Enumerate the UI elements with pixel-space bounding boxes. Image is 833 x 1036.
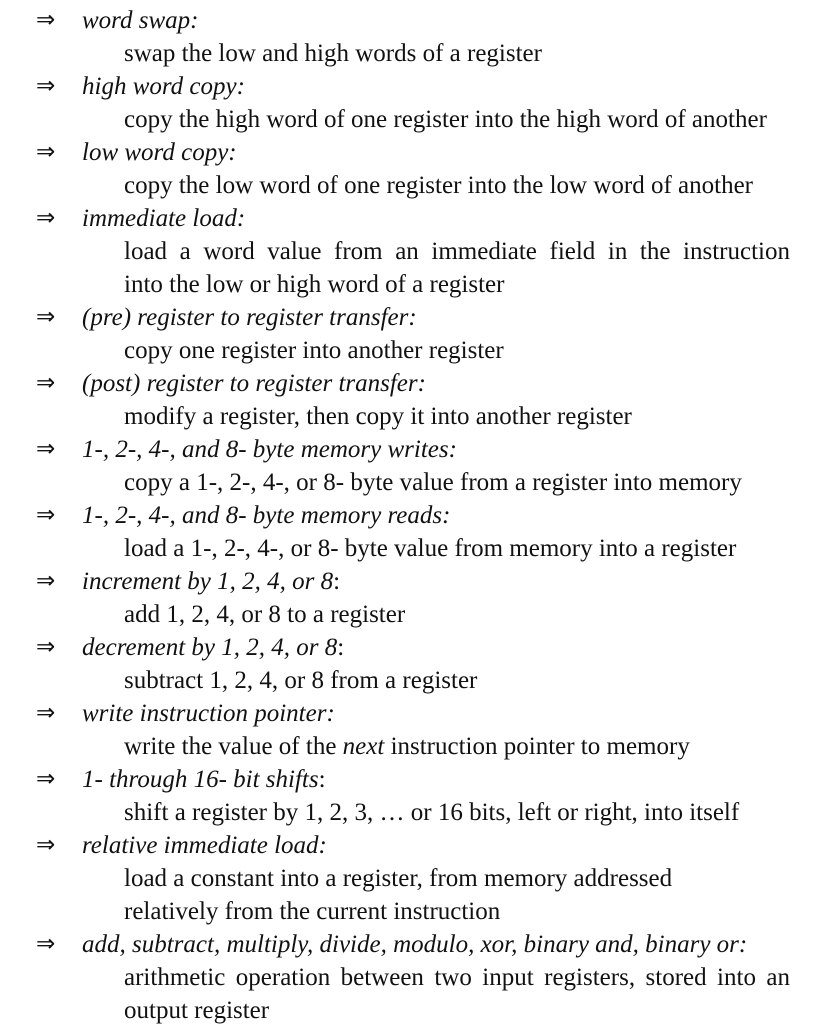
item-heading bbox=[0, 565, 833, 598]
rightwards-double-arrow-icon: ⇒ bbox=[36, 700, 56, 726]
item-term-colon: : bbox=[337, 634, 345, 661]
item-term: write instruction pointer: bbox=[82, 700, 335, 727]
item-term: word swap: bbox=[82, 7, 199, 34]
item-description bbox=[124, 730, 790, 763]
list-item bbox=[0, 70, 833, 136]
item-description bbox=[124, 235, 790, 301]
description-line: output register bbox=[124, 997, 270, 1024]
item-description: copy the low word of one register into the low word of another bbox=[124, 172, 754, 199]
item-term bbox=[82, 565, 340, 598]
rightwards-double-arrow-icon: ⇒ bbox=[36, 436, 56, 462]
item-description: swap the low and high words of a register bbox=[124, 40, 542, 67]
item-description: add 1, 2, 4, or 8 to a register bbox=[124, 601, 406, 628]
item-description bbox=[124, 961, 790, 1027]
item-heading bbox=[0, 829, 833, 862]
item-heading bbox=[0, 928, 833, 961]
list-item bbox=[0, 433, 833, 499]
description-text: write the value of the bbox=[124, 733, 343, 760]
item-description: subtract 1, 2, 4, or 8 from a register bbox=[124, 667, 478, 694]
item-heading bbox=[0, 4, 833, 37]
list-item bbox=[0, 565, 833, 631]
item-heading bbox=[0, 499, 833, 532]
item-term: add, subtract, multiply, divide, modulo, xor, binary and, binary or: bbox=[82, 931, 748, 958]
item-description: copy one register into another register bbox=[124, 337, 504, 364]
list-item bbox=[0, 631, 833, 697]
description-line: load a word value from an immediate field in the instruction bbox=[124, 238, 790, 265]
item-heading bbox=[0, 202, 833, 235]
item-term-text: increment by 1, 2, 4, or 8 bbox=[82, 568, 334, 595]
item-heading bbox=[0, 433, 833, 466]
rightwards-double-arrow-icon: ⇒ bbox=[36, 7, 56, 33]
item-term bbox=[82, 631, 344, 664]
list-item bbox=[0, 763, 833, 829]
rightwards-double-arrow-icon: ⇒ bbox=[36, 139, 56, 165]
list-item bbox=[0, 301, 833, 367]
item-description: copy the high word of one register into the high word of another bbox=[124, 106, 767, 133]
rightwards-double-arrow-icon: ⇒ bbox=[36, 931, 56, 957]
rightwards-double-arrow-icon: ⇒ bbox=[36, 370, 56, 396]
list-item bbox=[0, 928, 833, 1027]
description-line: into the low or high word of a register bbox=[124, 271, 505, 298]
item-description: shift a register by 1, 2, 3, … or 16 bits, left or right, into itself bbox=[124, 799, 740, 826]
rightwards-double-arrow-icon: ⇒ bbox=[36, 73, 56, 99]
rightwards-double-arrow-icon: ⇒ bbox=[36, 304, 56, 330]
list-item bbox=[0, 697, 833, 763]
description-emphasis: next bbox=[342, 733, 385, 760]
item-description: load a 1-, 2-, 4-, or 8- byte value from memory into a register bbox=[124, 535, 737, 562]
item-heading bbox=[0, 367, 833, 400]
item-term: 1-, 2-, 4-, and 8- byte memory reads: bbox=[82, 502, 451, 529]
item-heading bbox=[0, 631, 833, 664]
list-item bbox=[0, 367, 833, 433]
item-heading bbox=[0, 763, 833, 796]
rightwards-double-arrow-icon: ⇒ bbox=[36, 502, 56, 528]
item-term-text: 1- through 16- bit shifts bbox=[82, 766, 319, 793]
list-item bbox=[0, 4, 833, 70]
item-description: modify a register, then copy it into another register bbox=[124, 403, 632, 430]
rightwards-double-arrow-icon: ⇒ bbox=[36, 205, 56, 231]
list-item bbox=[0, 202, 833, 301]
item-heading bbox=[0, 70, 833, 103]
item-term-colon: : bbox=[333, 568, 341, 595]
item-term: high word copy: bbox=[82, 73, 245, 100]
list-item bbox=[0, 829, 833, 928]
description-text: instruction pointer to memory bbox=[384, 733, 690, 760]
item-term-colon: : bbox=[318, 766, 326, 793]
operations-list bbox=[0, 4, 833, 1027]
description-line: arithmetic operation between two input registers, stored into an bbox=[124, 964, 790, 991]
rightwards-double-arrow-icon: ⇒ bbox=[36, 568, 56, 594]
item-heading bbox=[0, 301, 833, 334]
item-term-text: decrement by 1, 2, 4, or 8 bbox=[82, 634, 338, 661]
description-line: load a constant into a register, from memory addressed bbox=[124, 865, 673, 892]
item-term bbox=[82, 763, 326, 796]
item-term: immediate load: bbox=[82, 205, 246, 232]
rightwards-double-arrow-icon: ⇒ bbox=[36, 832, 56, 858]
item-description: copy a 1-, 2-, 4-, or 8- byte value from a register into memory bbox=[124, 469, 742, 496]
item-heading bbox=[0, 136, 833, 169]
rightwards-double-arrow-icon: ⇒ bbox=[36, 766, 56, 792]
rightwards-double-arrow-icon: ⇒ bbox=[36, 634, 56, 660]
list-item bbox=[0, 136, 833, 202]
item-description bbox=[124, 862, 790, 928]
item-term: (post) register to register transfer: bbox=[82, 370, 426, 397]
item-term: 1-, 2-, 4-, and 8- byte memory writes: bbox=[82, 436, 457, 463]
item-heading bbox=[0, 697, 833, 730]
description-line: relatively from the current instruction bbox=[124, 898, 501, 925]
item-term: relative immediate load: bbox=[82, 832, 327, 859]
item-term: low word copy: bbox=[82, 139, 237, 166]
item-term: (pre) register to register transfer: bbox=[82, 304, 417, 331]
list-item bbox=[0, 499, 833, 565]
